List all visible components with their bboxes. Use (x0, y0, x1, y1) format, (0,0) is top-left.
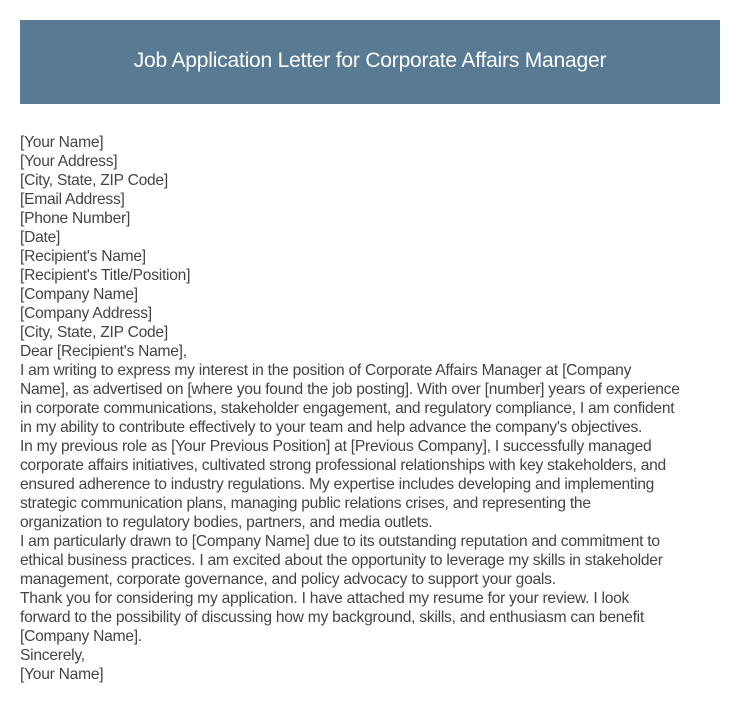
paragraph-line: I am particularly drawn to [Company Name] due to its outstanding reputation and commitment to (20, 533, 660, 550)
sender-block (20, 133, 725, 247)
sender-address: [Your Address] (20, 153, 118, 170)
sender-email: [Email Address] (20, 191, 125, 208)
page-title: Job Application Letter for Corporate Affairs Manager (133, 49, 607, 72)
sender-phone: [Phone Number] (20, 210, 131, 227)
recipient-address: [Company Address] (20, 305, 152, 322)
paragraph-line: organization to regulatory bodies, partners, and media outlets. (20, 514, 433, 531)
paragraph-intro (20, 361, 725, 437)
closing: Sincerely, (20, 647, 85, 664)
letter-header-banner (20, 20, 720, 104)
paragraph-line: Thank you for considering my application. I have attached my resume for your review. I look (20, 590, 630, 607)
sender-city-state-zip: [City, State, ZIP Code] (20, 172, 168, 189)
letter-date: [Date] (20, 229, 61, 246)
paragraph-line: ensured adherence to industry regulations. My expertise includes developing and implementing (20, 476, 655, 493)
paragraph-line: I am writing to express my interest in the position of Corporate Affairs Manager at [Company (20, 362, 632, 379)
paragraph-line: ethical business practices. I am excited about the opportunity to leverage my skills in stakeholder (20, 552, 663, 569)
paragraph-line: management, corporate governance, and policy advocacy to support your goals. (20, 571, 556, 588)
letter-body (20, 133, 725, 684)
recipient-block (20, 247, 725, 342)
recipient-title: [Recipient's Title/Position] (20, 267, 191, 284)
paragraph-line: in my ability to contribute effectively to your team and help advance the company's objectives. (20, 419, 643, 436)
paragraph-line: [Company Name]. (20, 628, 142, 645)
paragraph-line: In my previous role as [Your Previous Position] at [Previous Company], I successfully managed (20, 438, 652, 455)
paragraph-experience (20, 437, 725, 532)
salutation: Dear [Recipient's Name], (20, 343, 187, 360)
paragraph-line: corporate affairs initiatives, cultivated strong professional relationships with key stakeholders, and (20, 457, 666, 474)
paragraph-line: strategic communication plans, managing public relations crises, and representing the (20, 495, 591, 512)
signature: [Your Name] (20, 666, 104, 683)
sender-name: [Your Name] (20, 134, 104, 151)
recipient-city-state-zip: [City, State, ZIP Code] (20, 324, 168, 341)
paragraph-closing (20, 589, 725, 646)
paragraph-line: forward to the possibility of discussing how my background, skills, and enthusiasm can benefit (20, 609, 644, 626)
recipient-company: [Company Name] (20, 286, 138, 303)
paragraph-line: Name], as advertised on [where you found the job posting]. With over [number] years of experience (20, 381, 680, 398)
paragraph-line: in corporate communications, stakeholder engagement, and regulatory compliance, I am confident (20, 400, 675, 417)
recipient-name: [Recipient's Name] (20, 248, 146, 265)
paragraph-motivation (20, 532, 725, 589)
